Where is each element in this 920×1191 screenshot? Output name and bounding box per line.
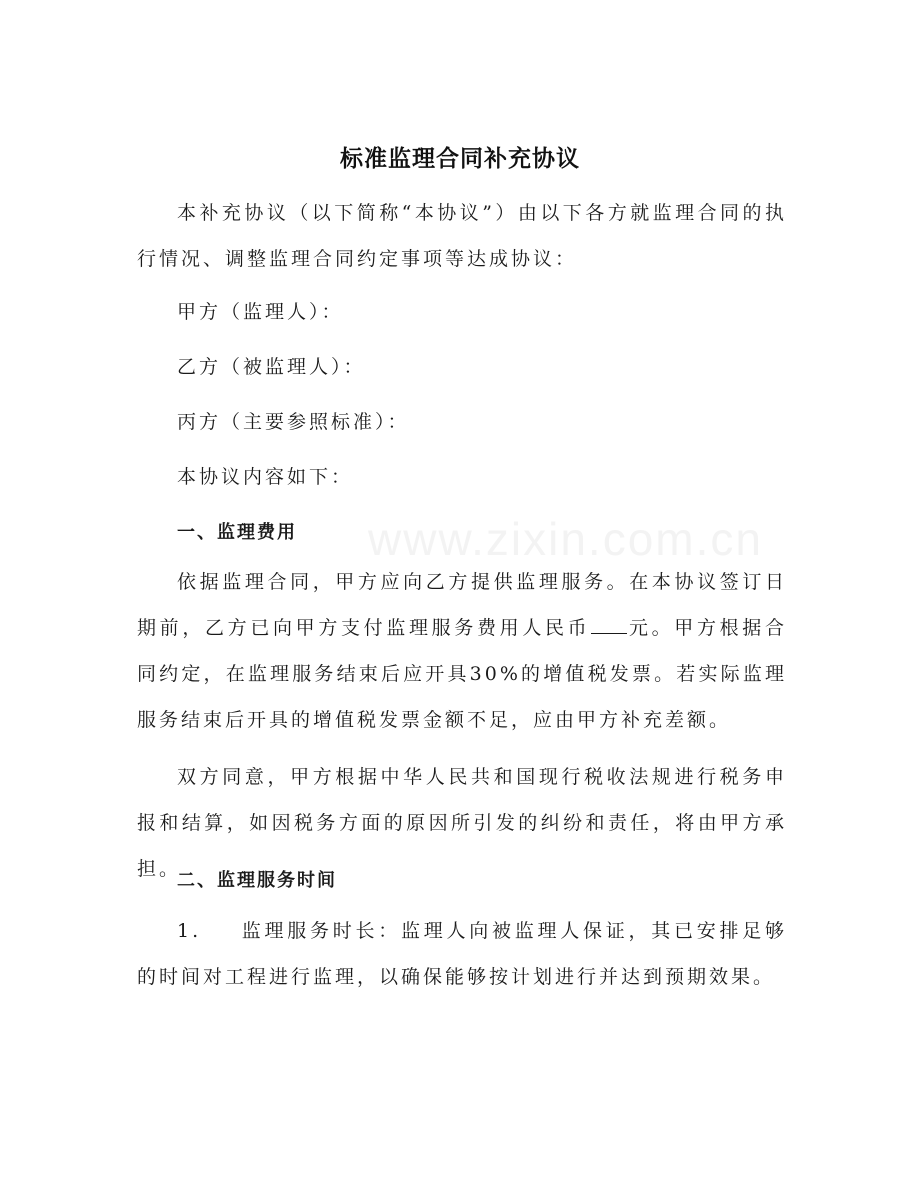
section-1-paragraph-1-part-2: 元。甲方根据合同约定，在监理服务结束后应开具30%的增值税发票。若实际监理服务结束后开具的增值税发票金额不足，应由甲方补充差额。 bbox=[137, 617, 787, 731]
party-a-line: 甲方（监理人）： bbox=[177, 301, 344, 323]
section-2-heading: 二、监理服务时间 bbox=[177, 870, 337, 891]
item-1-text: 监理服务时长：监理人向被监理人保证，其已安排足够的时间对工程进行监理，以确保能够按计划进行并达到预期效果。 bbox=[137, 920, 787, 988]
watermark: www.zixin.com.cn bbox=[368, 513, 763, 565]
party-b-line: 乙方（被监理人）： bbox=[177, 356, 366, 378]
party-c-line: 丙方（主要参照标准）： bbox=[177, 411, 410, 433]
section-1-paragraph-1-part-1: 依据监理合同，甲方应向乙方提供监理服务。在本协议签订日期前，乙方已向甲方支付监理服务费用人民币 bbox=[137, 571, 787, 639]
section-1-paragraph-2: 双方同意，甲方根据中华人民共和国现行税收法规进行税务申报和结算，如因税务方面的原因所引发的纠纷和责任，将由甲方承担。 bbox=[137, 766, 787, 880]
section-1-heading: 一、监理费用 bbox=[177, 522, 297, 543]
item-1-number: 1. bbox=[177, 920, 202, 942]
intro-paragraph: 本补充协议（以下简称“本协议”）由以下各方就监理合同的执行情况、调整监理合同约定事项等达成协议： bbox=[137, 202, 787, 270]
amount-blank bbox=[591, 615, 627, 634]
section-2-item-1 bbox=[137, 908, 787, 1000]
document-title: 标准监理合同补充协议 bbox=[340, 146, 580, 172]
content-intro-line: 本协议内容如下： bbox=[177, 466, 354, 488]
section-1-paragraph-1 bbox=[137, 559, 787, 743]
